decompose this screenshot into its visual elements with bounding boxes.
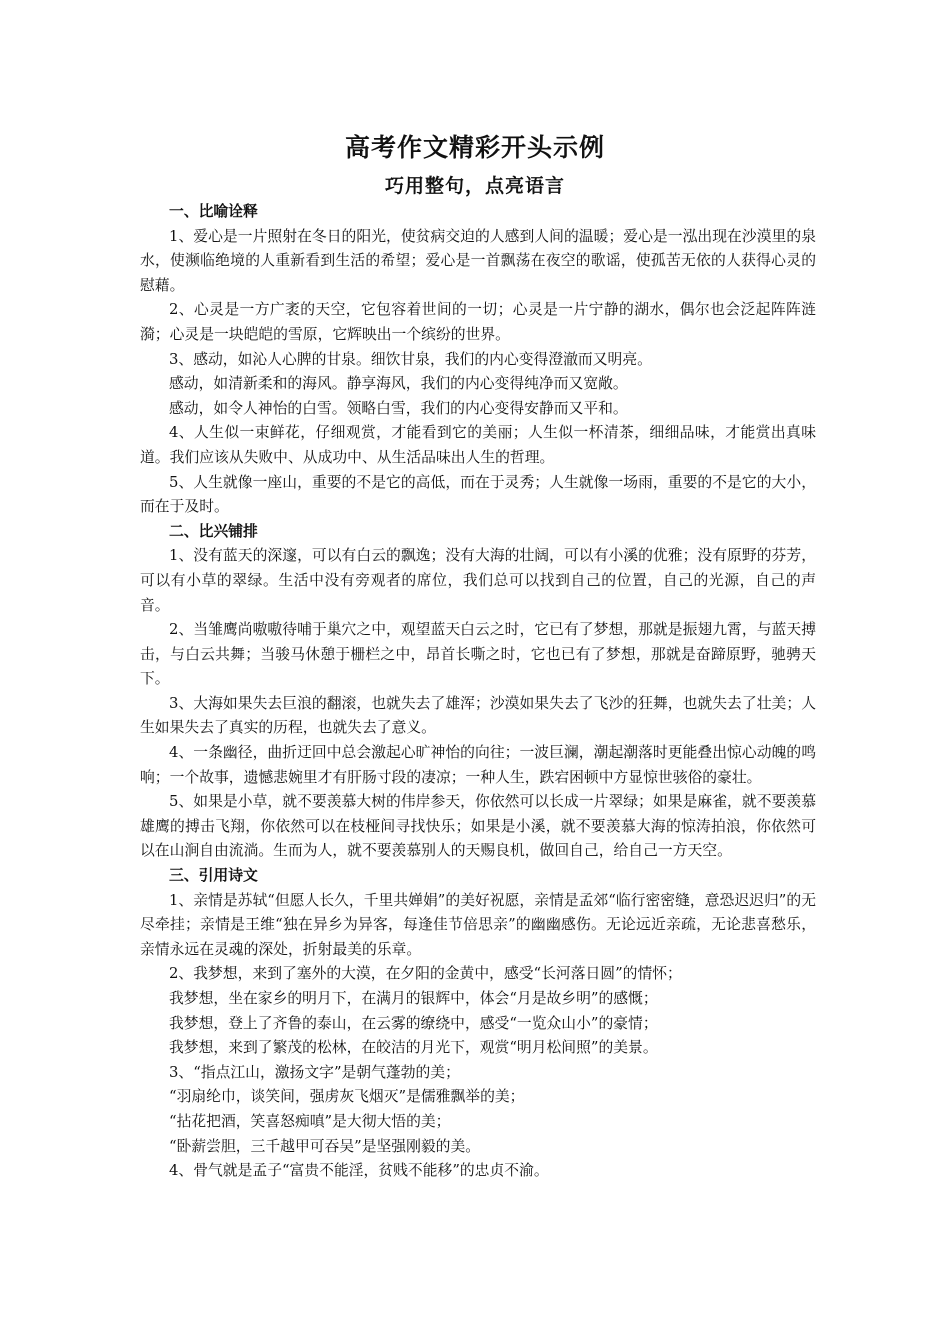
paragraph: 1、爱心是一片照射在冬日的阳光，使贫病交迫的人感到人间的温暖；爱心是一泓出现在沙漠里的泉水，使濒临绝境的人重新看到生活的希望；爱心是一首飘荡在夜空的歌谣，使孤苦无依的人获得心灵的慰藉。: [140, 227, 816, 294]
section-heading: 一、比喻诠释: [169, 203, 258, 220]
paragraph: 4、人生似一束鲜花，仔细观赏，才能看到它的美丽；人生似一杯清茶，细细品味，才能赏出真味道。我们应该从失败中、从成功中、从生活品味出人生的哲理。: [140, 424, 816, 466]
paragraph: 感动，如清新柔和的海风。静享海风，我们的内心变得纯净而又宽敞。: [169, 375, 628, 393]
paragraph: 1、亲情是苏轼“但愿人长久，千里共婵娟”的美好祝愿，亲情是孟郊“临行密密缝，意恐迟迟归”的无尽牵挂；亲情是王维“独在异乡为异客，每逢佳节倍思亲”的幽幽感伤。无论远近亲疏，无论悲喜愁乐，亲情永远在灵魂的深处，折射最美的乐章。: [140, 891, 816, 958]
paragraph: “卧薪尝胆，三千越甲可吞吴”是坚强刚毅的美。: [169, 1137, 481, 1155]
paragraph: 3、感动，如沁人心脾的甘泉。细饮甘泉，我们的内心变得澄澈而又明亮。: [169, 350, 652, 368]
section-heading: 三、引用诗文: [169, 867, 258, 885]
document-body: [140, 200, 816, 1184]
paragraph: 2、心灵是一方广袤的天空，它包容着世间的一切；心灵是一片宁静的湖水，偶尔也会泛起阵阵涟漪；心灵是一块皑皑的雪原，它辉映出一个缤纷的世界。: [140, 301, 816, 343]
paragraph: 5、人生就像一座山，重要的不是它的高低，而在于灵秀；人生就像一场雨，重要的不是它的大小，而在于及时。: [140, 473, 816, 516]
paragraph: 2、当雏鹰尚嗷嗷待哺于巢穴之中，观望蓝天白云之时，它已有了梦想，那就是振翅九霄，与蓝天搏击，与白云共舞；当骏马休憩于栅栏之中，昂首长嘶之时，它也已有了梦想，那就是奋蹄原野，驰骋天下。: [140, 621, 816, 688]
paragraph: 2、我梦想，来到了塞外的大漠，在夕阳的金黄中，感受“长河落日圆”的情怀；: [169, 965, 682, 983]
paragraph: 感动，如令人神怡的白雪。领略白雪，我们的内心变得安静而又平和。: [169, 399, 628, 417]
paragraph: 4、一条幽径，曲折迂回中总会激起心旷神怡的向往；一波巨澜，潮起潮落时更能叠出惊心动魄的鸣响；一个故事，遗憾悲婉里才有肝肠寸段的凄凉；一种人生，跌宕困顿中方显惊世骇俗的豪壮。: [140, 744, 816, 786]
paragraph: 3、大海如果失去巨浪的翻滚，也就失去了雄浑；沙漠如果失去了飞沙的狂舞，也就失去了壮美；人生如果失去了真实的历程，也就失去了意义。: [140, 694, 816, 737]
paragraph: 我梦想，来到了繁茂的松林，在皎洁的月光下，观赏“明月松间照”的美景。: [169, 1039, 658, 1057]
paragraph: 5、如果是小草，就不要羡慕大树的伟岸参天，你依然可以长成一片翠绿；如果是麻雀，就不要羡慕雄鹰的搏击飞翔，你依然可以在枝桠间寻找快乐；如果是小溪，就不要羡慕大海的惊涛拍浪，你依然可以在山涧自由流淌。生而为人，就不要羡慕别人的天赐良机，做回自己，给自己一方天空。: [140, 793, 816, 860]
document-subtitle: 巧用整句，点亮语言: [384, 175, 565, 197]
paragraph: 4、骨气就是孟子“富贵不能淫，贫贱不能移”的忠贞不渝。: [169, 1162, 549, 1180]
document-title: 高考作文精彩开头示例: [344, 133, 605, 162]
paragraph: 1、没有蓝天的深邃，可以有白云的飘逸；没有大海的壮阔，可以有小溪的优雅；没有原野的芬芳，可以有小草的翠绿。生活中没有旁观者的席位，我们总可以找到自己的位置，自己的光源，自己的声音。: [140, 547, 816, 614]
paragraph: “羽扇纶巾，谈笑间，强虏灰飞烟灭”是儒雅飘举的美；: [169, 1088, 525, 1106]
paragraph: “拈花把酒，笑喜怒痴嗔”是大彻大悟的美；: [169, 1112, 451, 1130]
paragraph: 我梦想，登上了齐鲁的泰山，在云雾的缭绕中，感受“一览众山小”的豪情；: [169, 1014, 658, 1032]
paragraph: 3、“指点江山，激扬文字”是朝气蓬勃的美；: [169, 1063, 460, 1081]
paragraph: 我梦想，坐在家乡的明月下，在满月的银辉中，体会“月是故乡明”的感慨；: [169, 990, 658, 1007]
section-heading: 二、比兴铺排: [169, 522, 258, 540]
